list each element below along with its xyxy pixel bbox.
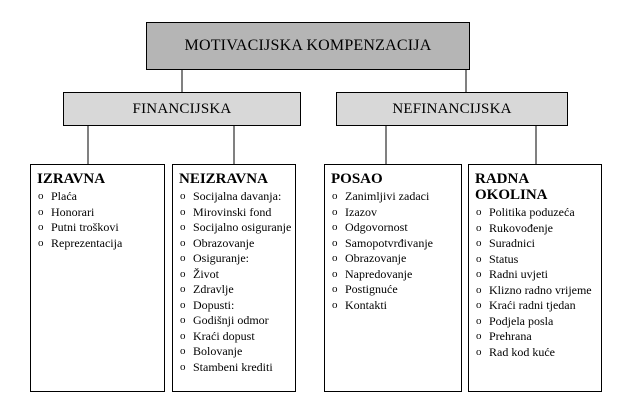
item-text: Mirovinski fond (193, 204, 272, 219)
column-title: IZRAVNA (37, 171, 106, 187)
item-text: Socijalna davanja: (193, 189, 282, 203)
root-node (146, 22, 470, 70)
column-izravna (30, 164, 165, 392)
bullet-icon: o (476, 268, 482, 280)
bullet-icon: o (332, 298, 338, 311)
item-text: Odgovornost (345, 220, 408, 234)
list-item (475, 345, 601, 361)
column-title: POSAO (331, 171, 383, 187)
item-text: Suradnici (489, 236, 535, 250)
item-list (475, 205, 601, 360)
bullet-icon: o (476, 299, 482, 311)
item-text: Zdravlje (193, 282, 234, 296)
item-text: Osiguranje: (193, 251, 249, 265)
list-item (179, 282, 295, 298)
item-text: Putni troškovi (51, 220, 119, 234)
list-item (475, 252, 601, 268)
item-list (179, 189, 295, 375)
item-text: Honorari (51, 204, 95, 219)
item-text: Podjela posla (489, 313, 554, 328)
bullet-icon: o (180, 236, 186, 249)
bullet-icon: o (332, 283, 338, 295)
item-text: Kontakti (345, 297, 387, 312)
item-text: Kraći dopust (193, 328, 255, 343)
item-text: Izazov (345, 204, 377, 219)
list-item (179, 313, 295, 329)
list-item (179, 236, 295, 252)
branch-label: FINANCIJSKA (132, 100, 232, 117)
bullet-icon: o (180, 267, 186, 280)
bullet-icon: o (38, 205, 44, 218)
branch-label: NEFINANCIJSKA (392, 100, 512, 117)
column-posao (324, 164, 462, 392)
item-list (37, 189, 164, 251)
bullet-icon: o (476, 221, 482, 234)
bullet-icon: o (332, 236, 338, 249)
list-item (475, 267, 601, 283)
list-item (475, 314, 601, 330)
list-item (179, 267, 295, 283)
list-item (37, 205, 164, 221)
list-item (475, 205, 601, 221)
bullet-icon: o (476, 237, 482, 249)
list-item (179, 220, 295, 236)
column-radna-okolina (468, 164, 602, 392)
bullet-icon: o (180, 329, 186, 342)
list-item (331, 189, 461, 205)
bullet-icon: o (180, 190, 186, 202)
list-item (475, 329, 601, 345)
item-text: Status (489, 251, 519, 266)
list-item (179, 251, 295, 267)
branch-financijska (63, 92, 301, 126)
bullet-icon: o (476, 206, 482, 218)
list-item (475, 221, 601, 237)
bullet-icon: o (180, 283, 186, 295)
list-item (37, 189, 164, 205)
list-item (331, 205, 461, 221)
item-text: Socijalno osiguranje (193, 220, 292, 234)
list-item (331, 298, 461, 314)
item-text: Obrazovanje (193, 235, 255, 250)
bullet-icon: o (38, 236, 44, 249)
list-item (331, 220, 461, 236)
bullet-icon: o (332, 205, 338, 218)
bullet-icon: o (332, 190, 338, 202)
bullet-icon: o (180, 205, 186, 218)
item-text: Klizno radno vrijeme (489, 282, 592, 297)
item-text: Plaća (51, 189, 77, 203)
list-item (331, 282, 461, 298)
item-text: Kraći radni tjedan (489, 298, 576, 312)
bullet-icon: o (332, 221, 338, 233)
list-item (179, 298, 295, 314)
item-text: Politika poduzeća (489, 205, 575, 219)
list-item (331, 251, 461, 267)
item-text: Reprezentacija (51, 235, 123, 250)
bullet-icon: o (476, 314, 482, 327)
list-item (475, 298, 601, 314)
bullet-icon: o (180, 221, 186, 233)
item-text: Život (193, 266, 219, 281)
bullet-icon: o (332, 267, 338, 280)
item-text: Radni uvjeti (489, 267, 548, 281)
bullet-icon: o (332, 252, 338, 264)
item-list (331, 189, 461, 313)
bullet-icon: o (180, 252, 186, 264)
item-text: Dopusti: (193, 297, 235, 312)
column-neizravna (172, 164, 296, 392)
item-text: Prehrana (489, 329, 532, 343)
item-text: Zanimljivi zadaci (345, 189, 430, 203)
column-title: NEIZRAVNA (179, 171, 268, 187)
item-text: Rukovođenje (489, 220, 553, 235)
item-text: Samopotvrđivanje (345, 235, 433, 250)
bullet-icon: o (180, 298, 186, 311)
list-item (331, 267, 461, 283)
list-item (475, 283, 601, 299)
item-text: Stambeni krediti (193, 359, 273, 374)
bullet-icon: o (38, 221, 44, 233)
item-text: Bolovanje (193, 344, 243, 358)
list-item (37, 220, 164, 236)
bullet-icon: o (476, 252, 482, 265)
root-label: MOTIVACIJSKA KOMPENZACIJA (184, 37, 432, 54)
list-item (37, 236, 164, 252)
bullet-icon: o (476, 283, 482, 296)
bullet-icon: o (180, 360, 186, 373)
bullet-icon: o (476, 345, 482, 358)
list-item (179, 205, 295, 221)
list-item (331, 236, 461, 252)
item-text: Obrazovanje (345, 251, 407, 265)
branch-nefinancijska (336, 92, 568, 126)
item-text: Postignuće (345, 282, 398, 296)
item-text: Rad kod kuće (489, 344, 555, 359)
bullet-icon: o (180, 314, 186, 326)
item-text: Napredovanje (345, 266, 413, 281)
list-item (475, 236, 601, 252)
bullet-icon: o (476, 330, 482, 342)
column-title: RADNA OKOLINA (475, 171, 548, 203)
list-item (179, 329, 295, 345)
bullet-icon: o (38, 190, 44, 202)
item-text: Godišnji odmor (193, 313, 269, 327)
bullet-icon: o (180, 345, 186, 357)
list-item (179, 344, 295, 360)
list-item (179, 189, 295, 205)
list-item (179, 360, 295, 376)
